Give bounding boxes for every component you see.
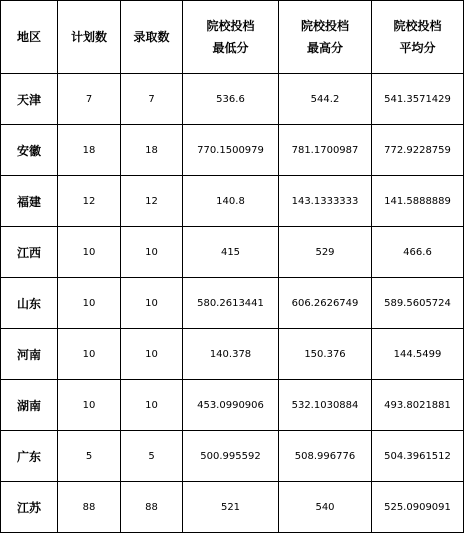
cell-planned: 18 — [58, 125, 121, 176]
cell-admitted: 7 — [121, 74, 183, 125]
header-region: 地区 — [1, 1, 58, 74]
cell-min-score: 580.2613441 — [183, 278, 279, 329]
cell-max-score: 508.996776 — [279, 431, 372, 482]
cell-planned: 10 — [58, 278, 121, 329]
cell-max-score: 143.1333333 — [279, 176, 372, 227]
cell-region: 天津 — [1, 74, 58, 125]
header-avg-score: 院校投档 平均分 — [372, 1, 464, 74]
cell-avg-score: 525.0909091 — [372, 482, 464, 533]
cell-region: 安徽 — [1, 125, 58, 176]
cell-max-score: 606.2626749 — [279, 278, 372, 329]
cell-min-score: 140.8 — [183, 176, 279, 227]
table-row — [1, 482, 464, 533]
cell-avg-score: 141.5888889 — [372, 176, 464, 227]
cell-min-score: 500.995592 — [183, 431, 279, 482]
table-row — [1, 431, 464, 482]
cell-planned: 10 — [58, 329, 121, 380]
table-row — [1, 74, 464, 125]
cell-avg-score: 493.8021881 — [372, 380, 464, 431]
cell-min-score: 140.378 — [183, 329, 279, 380]
cell-planned: 88 — [58, 482, 121, 533]
cell-min-score: 770.1500979 — [183, 125, 279, 176]
cell-max-score: 532.1030884 — [279, 380, 372, 431]
cell-avg-score: 504.3961512 — [372, 431, 464, 482]
cell-min-score: 536.6 — [183, 74, 279, 125]
cell-max-score: 544.2 — [279, 74, 372, 125]
cell-admitted: 10 — [121, 278, 183, 329]
cell-max-score: 529 — [279, 227, 372, 278]
cell-admitted: 88 — [121, 482, 183, 533]
cell-avg-score: 144.5499 — [372, 329, 464, 380]
cell-region: 广东 — [1, 431, 58, 482]
cell-admitted: 10 — [121, 227, 183, 278]
table-row — [1, 329, 464, 380]
cell-avg-score: 466.6 — [372, 227, 464, 278]
table-row — [1, 227, 464, 278]
cell-admitted: 18 — [121, 125, 183, 176]
header-min-score: 院校投档 最低分 — [183, 1, 279, 74]
cell-avg-score: 541.3571429 — [372, 74, 464, 125]
table-header-row — [1, 1, 464, 74]
cell-max-score: 781.1700987 — [279, 125, 372, 176]
cell-region: 江苏 — [1, 482, 58, 533]
cell-min-score: 453.0990906 — [183, 380, 279, 431]
cell-region: 江西 — [1, 227, 58, 278]
table-body — [1, 74, 464, 533]
cell-region: 河南 — [1, 329, 58, 380]
cell-region: 福建 — [1, 176, 58, 227]
cell-region: 山东 — [1, 278, 58, 329]
cell-region: 湖南 — [1, 380, 58, 431]
cell-avg-score: 589.5605724 — [372, 278, 464, 329]
table-row — [1, 125, 464, 176]
cell-planned: 7 — [58, 74, 121, 125]
header-max-score: 院校投档 最高分 — [279, 1, 372, 74]
cell-admitted: 10 — [121, 329, 183, 380]
cell-avg-score: 772.9228759 — [372, 125, 464, 176]
table-row — [1, 380, 464, 431]
cell-min-score: 521 — [183, 482, 279, 533]
cell-admitted: 10 — [121, 380, 183, 431]
header-admitted: 录取数 — [121, 1, 183, 74]
cell-planned: 10 — [58, 380, 121, 431]
header-planned: 计划数 — [58, 1, 121, 74]
cell-planned: 12 — [58, 176, 121, 227]
cell-max-score: 150.376 — [279, 329, 372, 380]
table-row — [1, 176, 464, 227]
cell-planned: 10 — [58, 227, 121, 278]
cell-min-score: 415 — [183, 227, 279, 278]
cell-max-score: 540 — [279, 482, 372, 533]
cell-admitted: 12 — [121, 176, 183, 227]
table-row — [1, 278, 464, 329]
cell-planned: 5 — [58, 431, 121, 482]
cell-admitted: 5 — [121, 431, 183, 482]
